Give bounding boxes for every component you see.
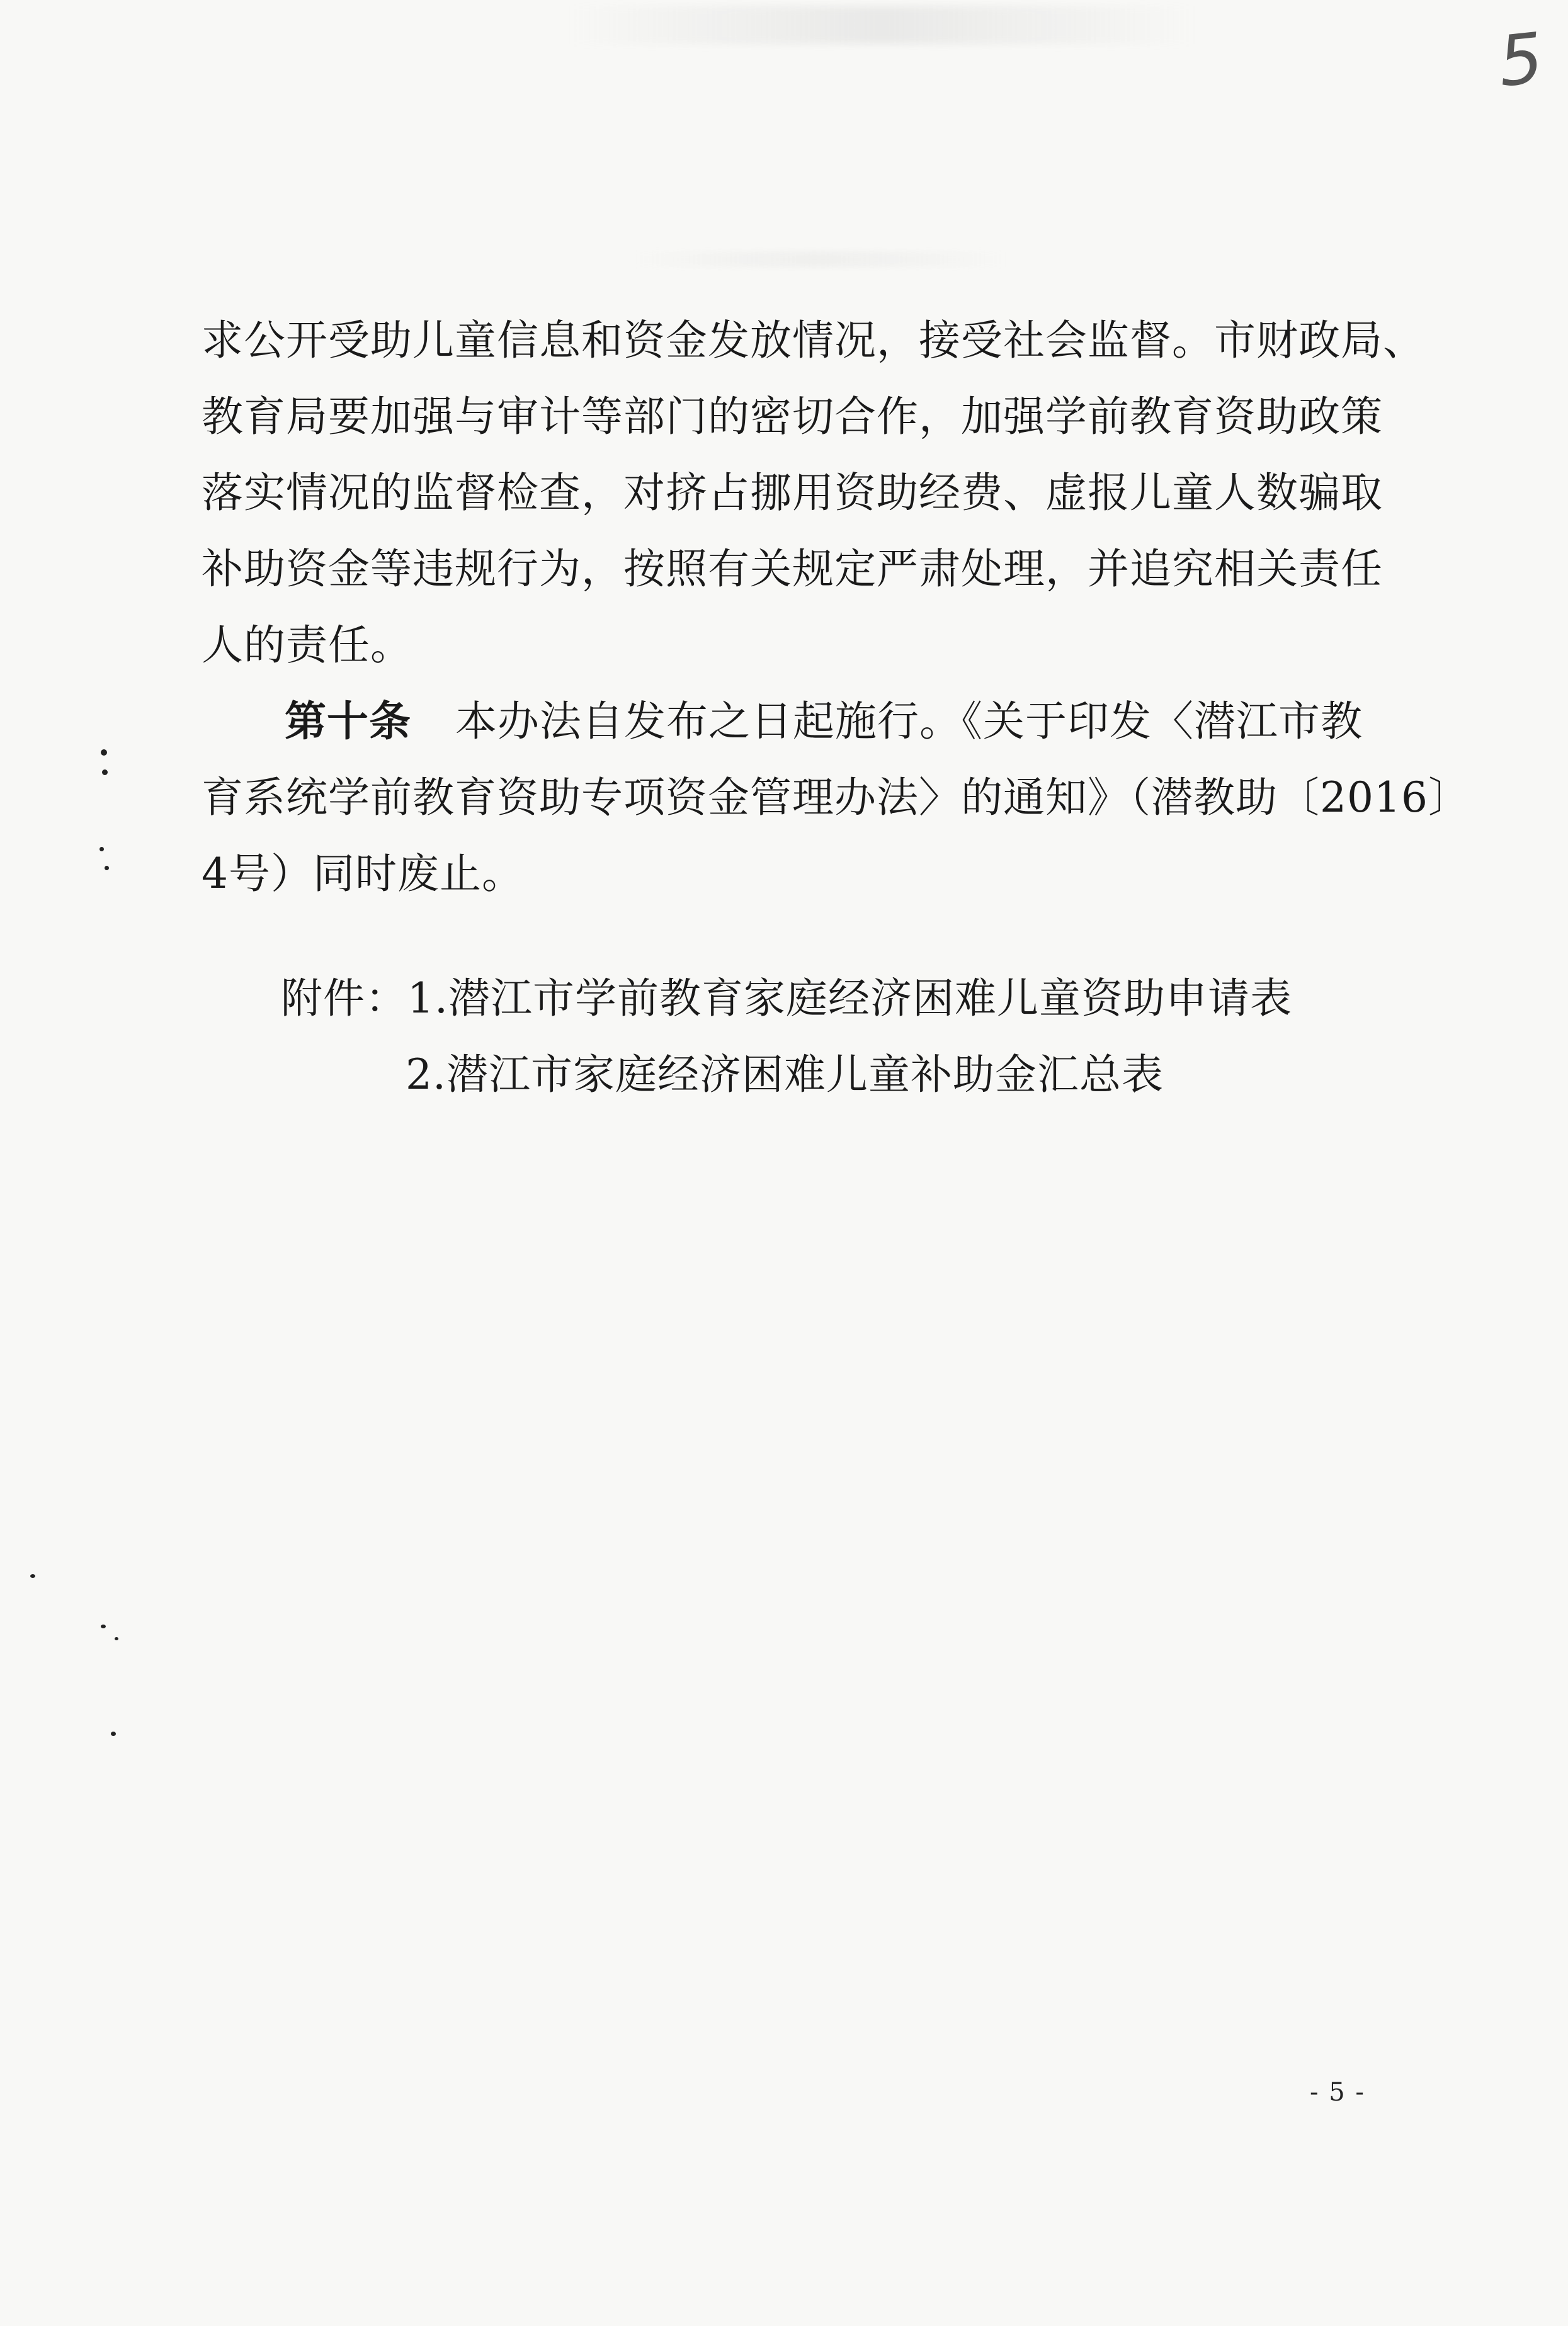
text-line: 4号）同时废止。 [202,849,524,898]
body-text [202,302,1470,912]
attachment-item [281,1036,1292,1113]
scan-speck [111,1732,116,1736]
article-heading: 第十条 [285,697,411,746]
text-line: 补助资金等违规行为，按照有关规定严肃处理，并追究相关责任 [202,545,1383,593]
handwritten-page-mark: 5 [1494,17,1547,103]
text-line: 育系统学前教育资助专项资金管理办法〉的通知》（潜教助〔2016〕 [202,773,1470,822]
attachment-title: 2.潜江市家庭经济困难儿童补助金汇总表 [406,1050,1164,1099]
scan-speck [115,1637,118,1640]
attachments-label: 附件： [281,974,407,1023]
scan-speck [30,1574,35,1578]
text-line: 求公开受助儿童信息和资金发放情况，接受社会监督。市财政局、 [202,316,1425,365]
scan-smudge [630,252,1008,267]
text-line: 落实情况的监督检查，对挤占挪用资助经费、虚报儿童人数骗取 [202,468,1383,517]
scan-speck [101,749,107,756]
scan-speck [102,769,108,775]
attachment-item [281,960,1292,1036]
article-ten-first-line [202,683,1366,759]
page-number: - 5 - [1310,2078,1365,2107]
attachments-list [281,960,1292,1113]
scan-speck [105,866,109,870]
text-line: 人的责任。 [202,621,412,669]
article-text: 本办法自发布之日起施行。《关于印发〈潜江市教 [455,697,1363,746]
attachment-title: 1.潜江市学前教育家庭经济困难儿童资助申请表 [407,974,1292,1023]
scan-smudge [567,6,1196,44]
scan-speck [101,1625,106,1628]
text-line: 教育局要加强与审计等部门的密切合作，加强学前教育资助政策 [202,392,1383,441]
scan-speck [99,847,104,851]
